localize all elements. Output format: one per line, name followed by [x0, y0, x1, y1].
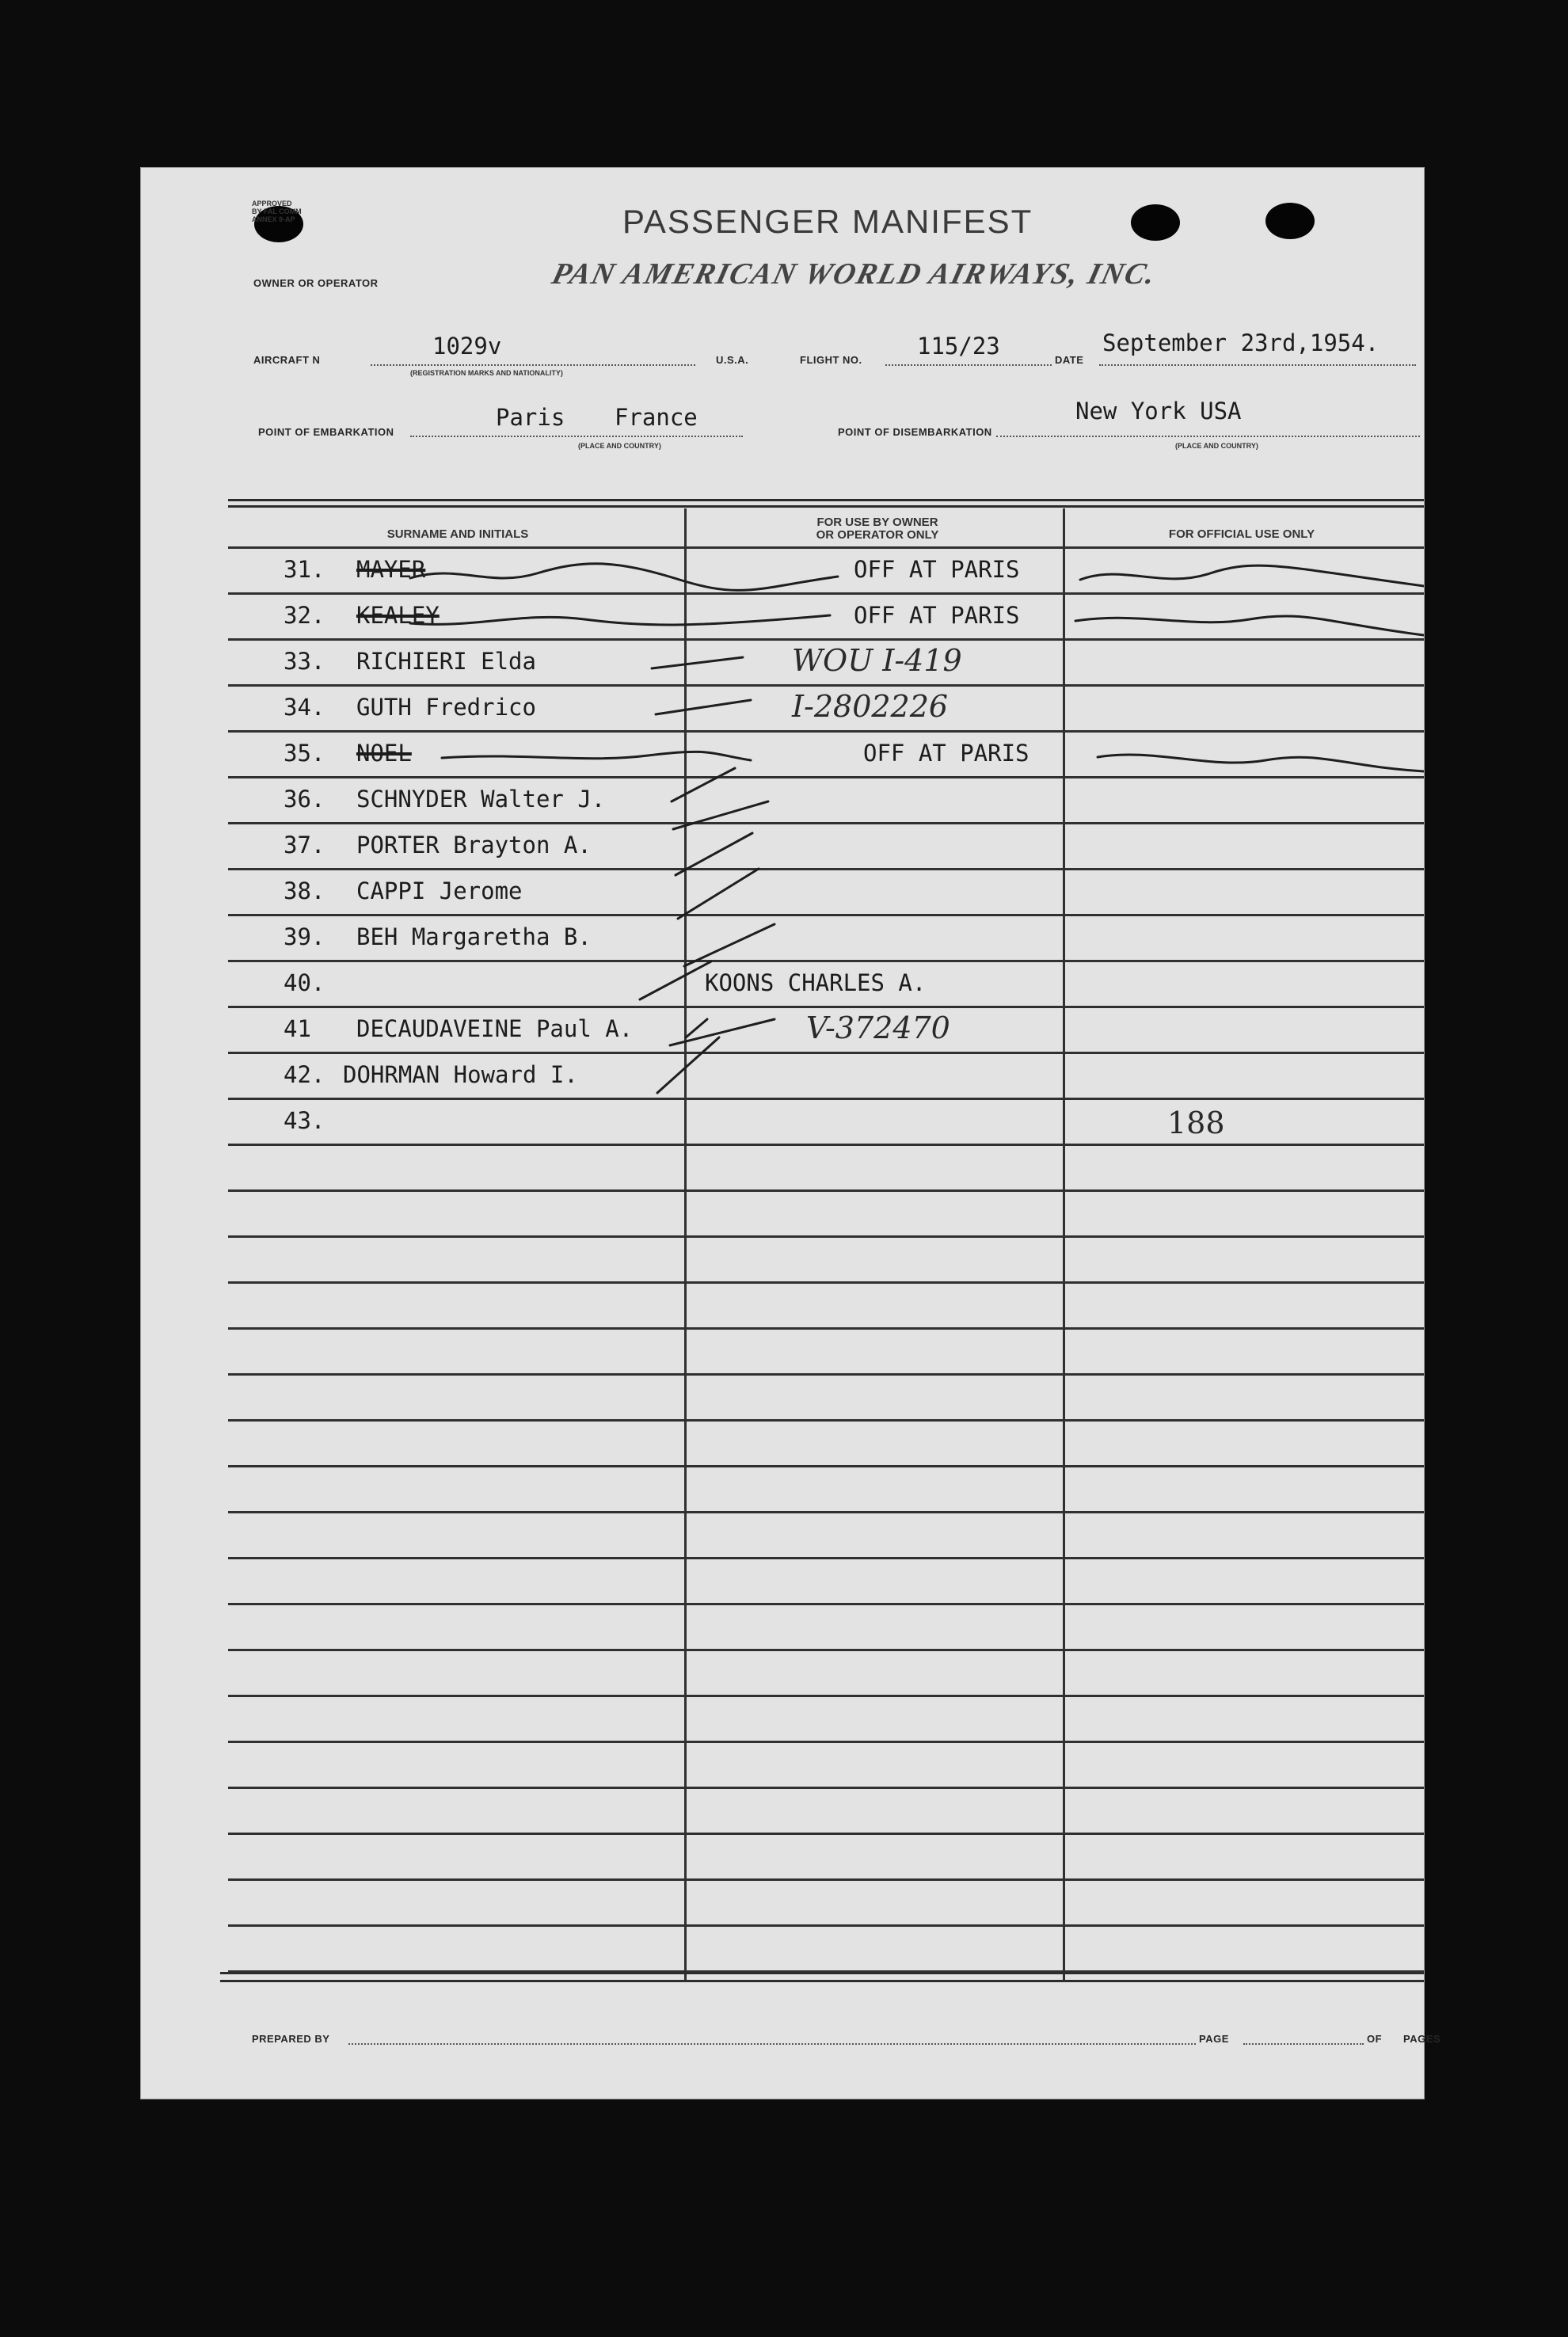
row-number: 41	[284, 1015, 311, 1042]
row-number: 37.	[284, 832, 325, 858]
prepared-by-label: PREPARED BY	[252, 2033, 330, 2045]
row-number: 38.	[284, 877, 325, 904]
row-number: 40.	[284, 969, 325, 996]
official-use-entry: 188	[1167, 1106, 1225, 1140]
embark-country: France	[615, 404, 698, 431]
aircraft-label: AIRCRAFT N	[253, 354, 321, 366]
row-number: 43.	[284, 1107, 325, 1134]
owner-use-entry: I-2802226	[792, 689, 949, 724]
row-number: 36.	[284, 786, 325, 813]
flight-value: 115/23	[917, 333, 1000, 360]
embark-sublabel: (PLACE AND COUNTRY)	[578, 442, 661, 450]
passenger-name: CAPPI Jerome	[356, 877, 523, 904]
pages-label: PAGES	[1403, 2033, 1441, 2045]
flight-label: FLIGHT NO.	[800, 354, 862, 366]
passenger-name: DECAUDAVEINE Paul A.	[356, 1015, 634, 1042]
passenger-name: MAYER	[356, 556, 426, 583]
owner-use-entry: OFF AT PARIS	[863, 740, 1029, 767]
manifest-paper	[141, 168, 1441, 2099]
aircraft-value: 1029v	[432, 333, 502, 360]
passenger-name: BEH Margaretha B.	[356, 923, 592, 950]
owner-use-entry: KOONS CHARLES A.	[705, 969, 927, 996]
date-value: September 23rd,1954.	[1102, 329, 1380, 356]
surname-header: SURNAME AND INITIALS	[386, 527, 529, 541]
row-number: 31.	[284, 556, 325, 583]
row-number: 33.	[284, 648, 325, 675]
page-label: PAGE	[1199, 2033, 1229, 2045]
official-use-header: FOR OFFICIAL USE ONLY	[1168, 527, 1315, 541]
row-number: 35.	[284, 740, 325, 767]
owner-use-entry: OFF AT PARIS	[854, 556, 1020, 583]
disembark-label: POINT OF DISEMBARKATION	[838, 426, 992, 438]
passenger-name: RICHIERI Elda	[356, 648, 536, 675]
embark-label: POINT OF EMBARKATION	[258, 426, 394, 438]
row-number: 32.	[284, 602, 325, 629]
date-label: DATE	[1055, 354, 1084, 366]
pen-marks	[141, 168, 1424, 2099]
usa-label: U.S.A.	[716, 354, 749, 366]
passenger-name: PORTER Brayton A.	[356, 832, 592, 858]
passenger-name: NOEL	[356, 740, 412, 767]
row-number: 34.	[284, 694, 325, 721]
aircraft-sublabel: (REGISTRATION MARKS AND NATIONALITY)	[410, 369, 563, 377]
passenger-name: SCHNYDER Walter J.	[356, 786, 606, 813]
airline-name: PAN AMERICAN WORLD AIRWAYS, INC.	[548, 257, 1160, 291]
passenger-name: GUTH Fredrico	[356, 694, 536, 721]
disembark-value: New York USA	[1075, 398, 1242, 424]
owner-label: OWNER OR OPERATOR	[253, 277, 379, 289]
owner-use-header: FOR USE BY OWNER OR OPERATOR ONLY	[816, 516, 939, 542]
owner-use-entry: V-372470	[806, 1011, 950, 1045]
passenger-name: KEALEY	[356, 602, 440, 629]
embark-city: Paris	[496, 404, 565, 431]
row-number: 42.	[284, 1061, 325, 1088]
approval-stamp: APPROVED BY FAL COMM ANNEX 9-AP	[252, 200, 302, 223]
row-number: 39.	[284, 923, 325, 950]
passenger-name: DOHRMAN Howard I.	[343, 1061, 578, 1088]
owner-use-entry: OFF AT PARIS	[854, 602, 1020, 629]
of-label: OF	[1367, 2033, 1383, 2045]
disembark-sublabel: (PLACE AND COUNTRY)	[1175, 442, 1258, 450]
owner-use-entry: WOU I-419	[792, 643, 962, 678]
page-title: PASSENGER MANIFEST	[622, 203, 1033, 240]
